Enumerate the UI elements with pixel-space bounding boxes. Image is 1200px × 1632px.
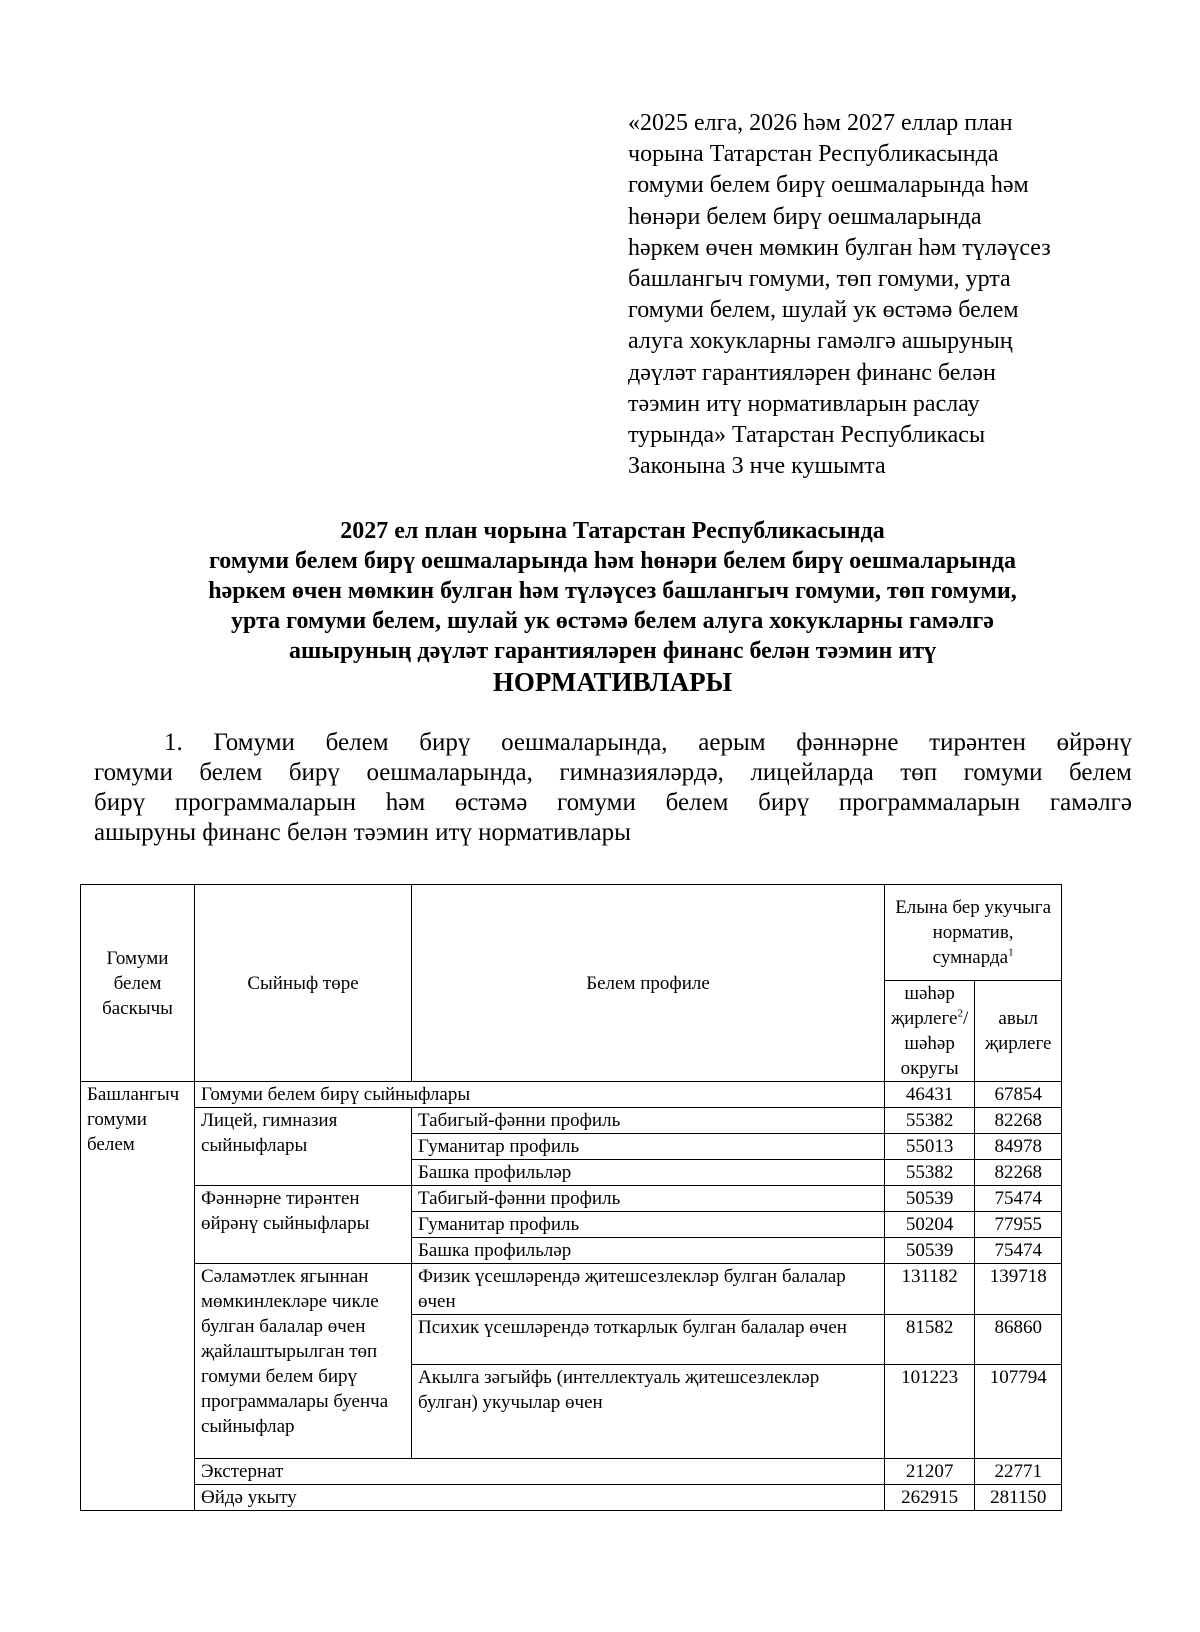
word: программаларын [174,789,357,816]
word: өйрәнү [1056,729,1132,756]
word: бирү [94,789,146,816]
value-rural: 82268 [975,1108,1062,1134]
value-city: 81582 [885,1315,975,1365]
title-line: һәркем өчен мөмкин булган һәм түләүсез башлангыч гомуми, төп гомуми, [208,578,1017,604]
word: оешмаларында, [366,759,533,786]
word: белем [325,729,389,756]
value-rural: 77955 [975,1212,1062,1238]
value-rural: 107794 [975,1365,1062,1459]
class-type-cell: Сәламәтлек ягыннан мөмкинлекләре чикле булган балалар өчен җайлаштырылган төп гомуми белем бирү программалары буенча сыйныфлар [195,1264,412,1459]
paragraph-line: ашыруны финанс белән тәэмин итү нормативлары [94,819,631,846]
title-line: 2027 ел план чорына Татарстан Республикасында [340,518,885,544]
value-rural: 84978 [975,1134,1062,1160]
value-rural: 281150 [975,1485,1062,1511]
word: белем [1069,759,1132,786]
header-norm-text: Елына бер укучыга норматив, сумнарда [895,897,1052,968]
profile-cell: Акылга зәгыйфь (интеллектуаль җитешсезлекләр булган) укучылар өчен [412,1365,885,1459]
header-class-type: Сыйныф төре [195,885,412,1082]
appendix-line: башлангыч гомуми, төп гомуми, урта [628,266,1011,293]
value-city: 55382 [885,1108,975,1134]
appendix-note [628,108,1148,482]
word: гомуми [94,759,173,786]
title-heading: НОРМАТИВЛАРЫ [492,667,733,697]
value-city: 46431 [885,1082,975,1108]
appendix-line: тәэмин итү нормативларын раслау [628,390,980,417]
word: гомуми [963,759,1043,786]
section-1-paragraph [94,728,1132,848]
word: гамәлгә [1049,789,1132,816]
title-line: урта гомуми белем, шулай ук өстәмә белем алуга хокукларны гамәлгә [231,608,994,634]
header-city-text: шәһәр җирлеге [891,983,958,1029]
word: бирү [288,759,340,786]
value-rural: 86860 [975,1315,1062,1365]
value-city: 262915 [885,1485,975,1511]
appendix-line: алуга хокукларны гамәлгә ашыруның [628,328,1013,355]
paragraph-line [94,758,1132,788]
profile-cell: Табигый-фәнни профиль [412,1108,885,1134]
title-line: ашыруның дәүләт гарантияләрен финанс белән тәэмин итү [289,638,936,664]
class-type-cell: Фәннәрне тирәнтен өйрәнү сыйныфлары [195,1186,412,1264]
appendix-line: дәүләт гарантияләрен финанс белән [628,359,996,386]
appendix-line: «2025 елга, 2026 һәм 2027 еллар план [628,110,1013,136]
word: гомуми [557,789,636,816]
document-title [80,516,1145,698]
value-rural: 139718 [975,1264,1062,1315]
word: программаларын [838,789,1021,816]
class-type-cell: Лицей, гимназия сыйныфлары [195,1108,412,1186]
profile-cell: Табигый-фәнни профиль [412,1186,885,1212]
value-city: 55382 [885,1160,975,1186]
footnote-mark: 2 [957,1007,963,1020]
paragraph-line [94,788,1132,818]
appendix-line: гомуми белем, шулай ук өстәмә белем [628,297,1019,324]
word: белем [665,789,729,816]
header-city-rest: / шәһәр округы [900,1008,969,1079]
word: аерым [698,729,766,756]
word: тирәнтен [929,729,1026,756]
profile-cell: Башка профильләр [412,1160,885,1186]
profile-cell: Гуманитар профиль [412,1134,885,1160]
appendix-line: һөнәри белем бирү оешмаларында [628,203,982,230]
value-city: 50204 [885,1212,975,1238]
header-stage: Гомуми белем баскычы [81,885,195,1082]
word: бирү [419,729,471,756]
value-rural: 22771 [975,1459,1062,1485]
row-label: Өйдә укыту [195,1485,885,1511]
header-profile: Белем профиле [412,885,885,1082]
appendix-line: турында» Татарстан Республикасы [628,422,986,449]
appendix-line: чорына Татарстан Республикасында [628,141,999,168]
value-city: 50539 [885,1238,975,1264]
value-city: 131182 [885,1264,975,1315]
word: бирү [758,789,810,816]
header-city [885,981,975,1082]
title-line: гомуми белем бирү оешмаларында һәм һөнәри белем бирү оешмаларында [208,548,1016,574]
word: оешмаларында, [501,729,668,756]
normatives-table [80,884,1062,1511]
value-rural: 75474 [975,1238,1062,1264]
word: гимназияләрдә, [559,759,724,786]
profile-cell: Башка профильләр [412,1238,885,1264]
profile-cell: Физик үсешләрендә җитешсезлекләр булган балалар өчен [412,1264,885,1315]
row-label: Экстернат [195,1459,885,1485]
word: Гомуми [213,729,295,756]
paragraph-line [94,728,1132,758]
profile-cell: Психик үсешләрендә тоткарлык булган балалар өчен [412,1315,885,1365]
word: 1. [164,729,183,756]
stage-cell: Башлангыч гомуми белем [81,1082,195,1511]
value-city: 55013 [885,1134,975,1160]
appendix-line: Законына 3 нче кушымта [628,453,886,480]
word: белем [199,759,263,786]
word: һәм [385,789,426,816]
row-label: Гомуми белем бирү сыйныфлары [195,1082,885,1108]
footnote-mark: 1 [1008,946,1014,959]
profile-cell: Гуманитар профиль [412,1212,885,1238]
header-rural: авыл җирлеге [975,981,1062,1082]
word: төп [900,759,938,786]
appendix-line: гомуми белем бирү оешмаларында һәм [628,172,1029,199]
value-city: 101223 [885,1365,975,1459]
value-rural: 67854 [975,1082,1062,1108]
header-norm [885,885,1062,981]
value-rural: 82268 [975,1160,1062,1186]
value-city: 50539 [885,1186,975,1212]
appendix-line: һәркем өчен мөмкин булган һәм түләүсез [628,234,1051,261]
value-city: 21207 [885,1459,975,1485]
word: өстәмә [454,789,528,816]
word: лицейларда [750,759,874,786]
value-rural: 75474 [975,1186,1062,1212]
word: фәннәрне [796,729,899,756]
